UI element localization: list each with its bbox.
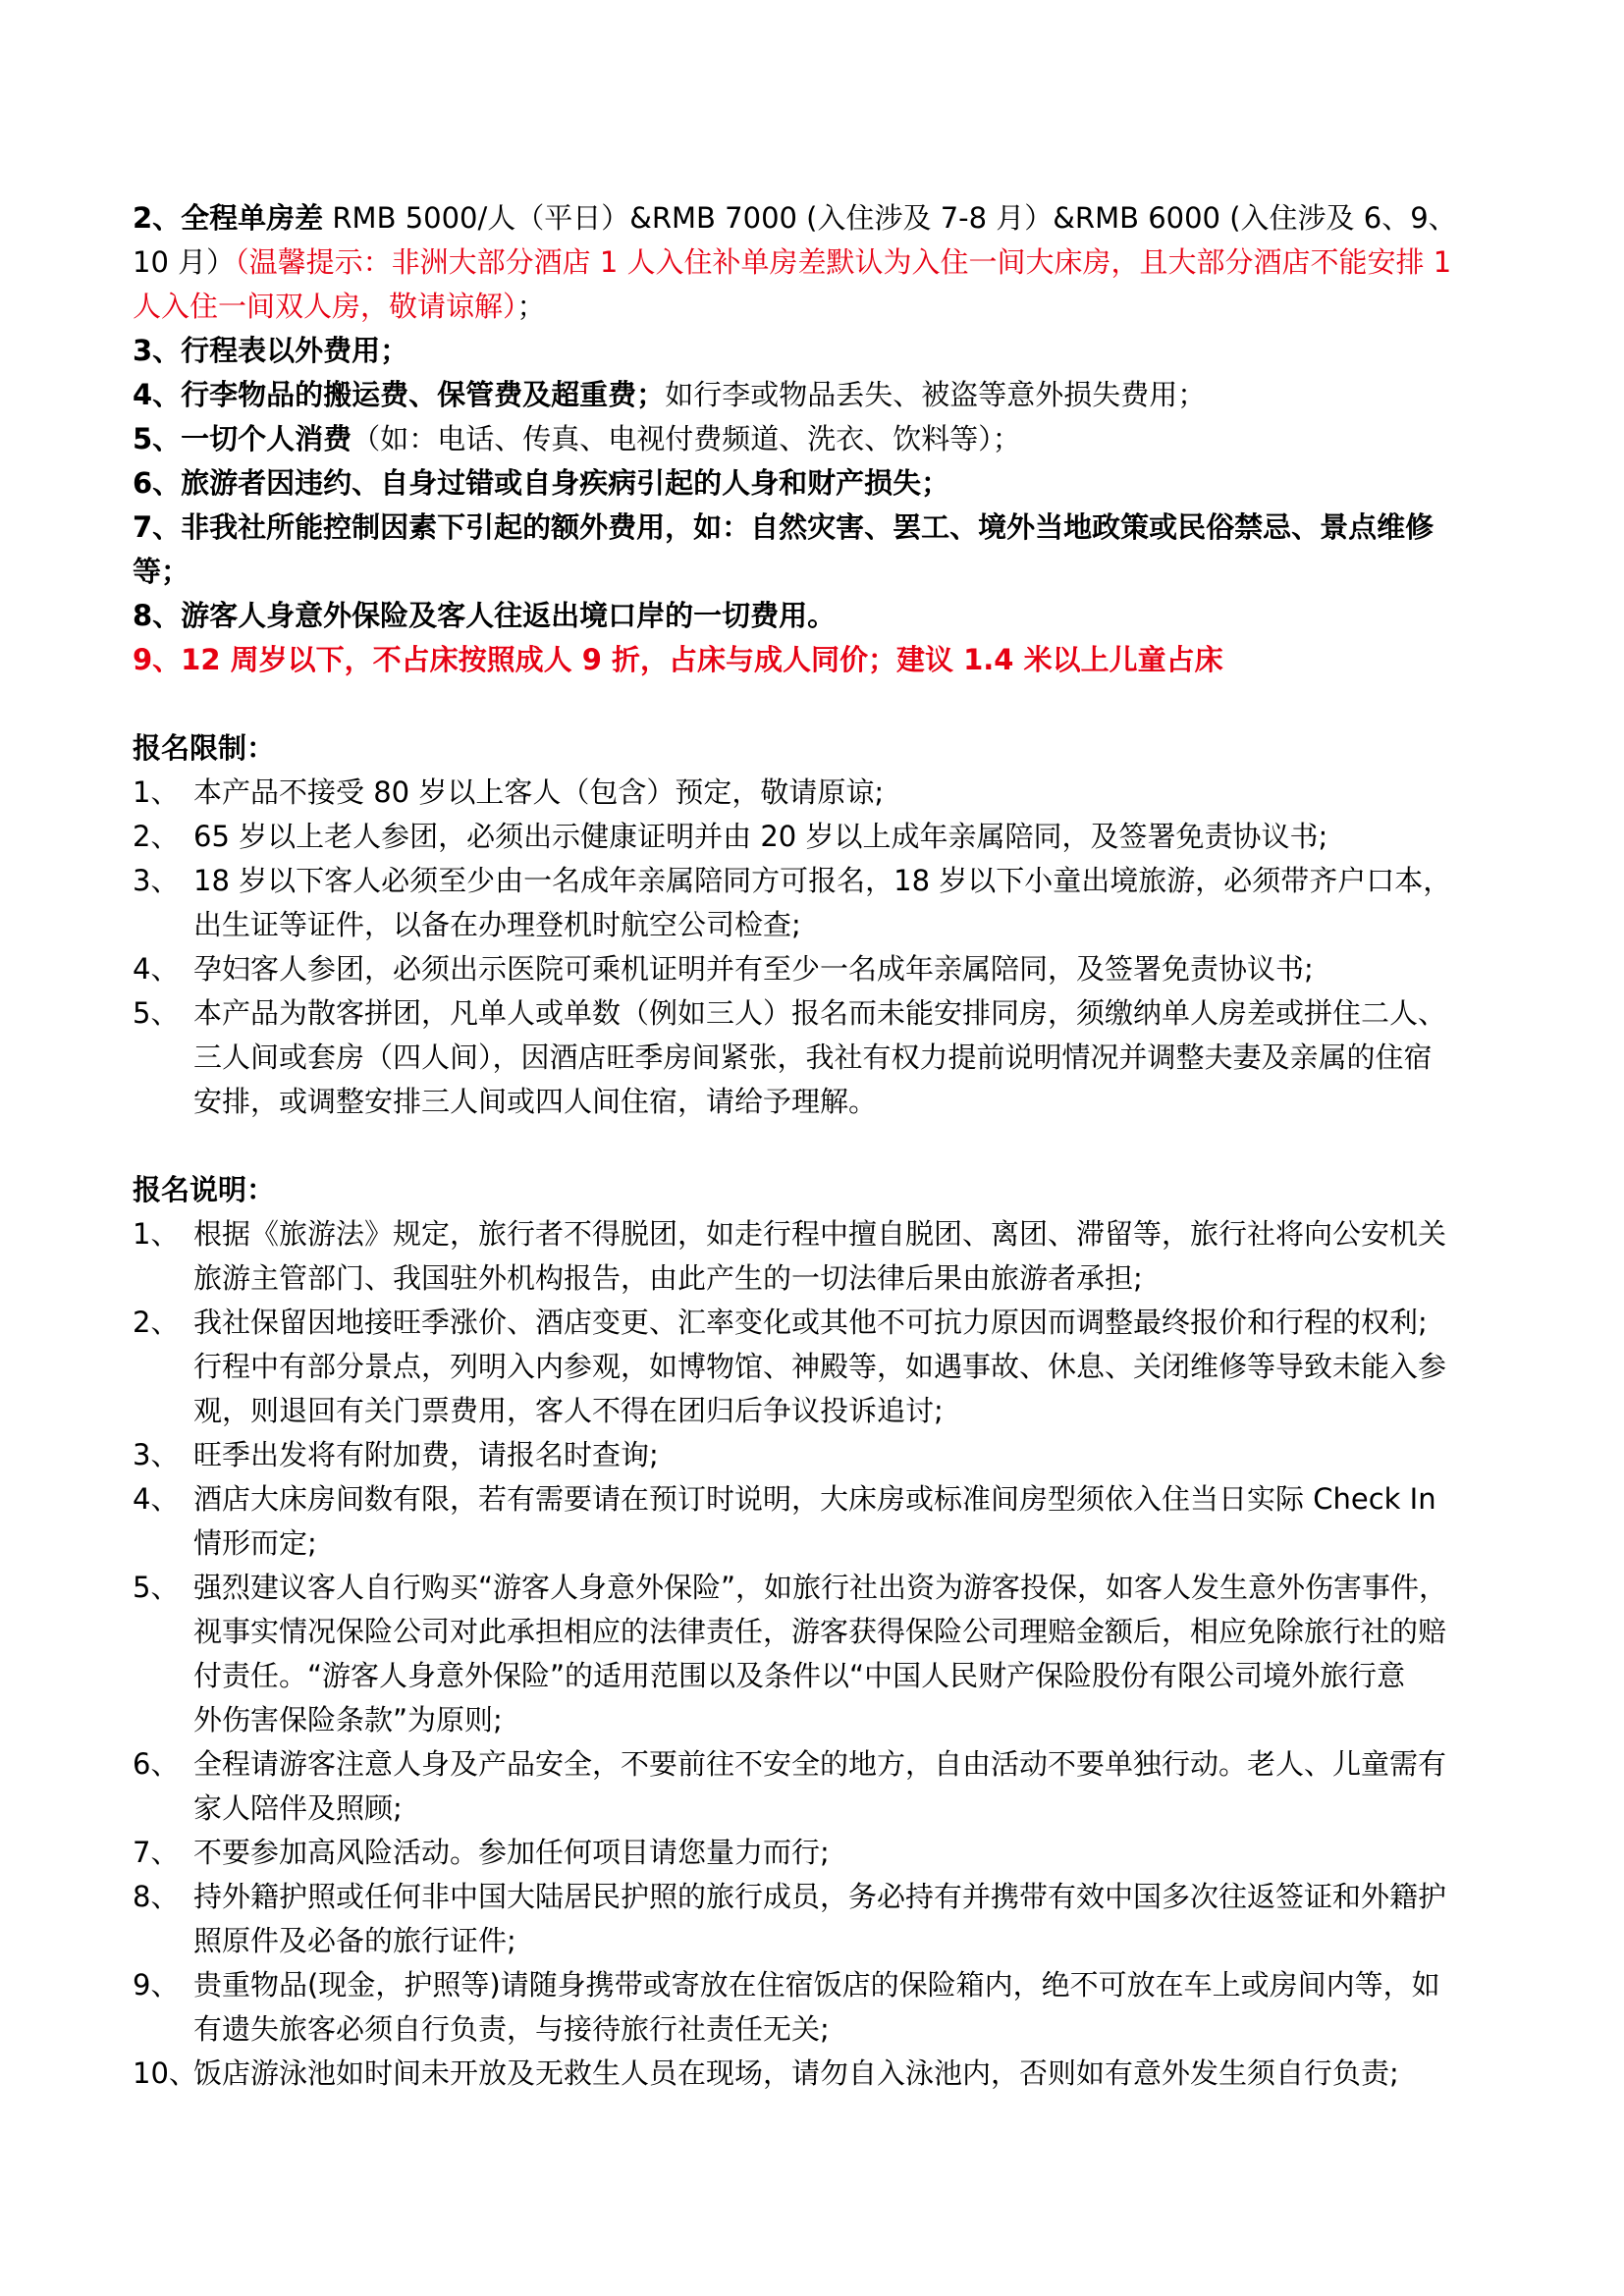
- note-item: [133, 1831, 1527, 1875]
- restriction-text: 安排，或调整安排三人间或四人间住宿，请给予理解。: [193, 1085, 878, 1118]
- fee-item-4: [133, 373, 1527, 417]
- note-number: 10、: [133, 2056, 197, 2090]
- note-text: 行程中有部分景点，列明入内参观，如博物馆、神殿等，如遇事故、休息、关闭维修等导致未能入参: [193, 1350, 1447, 1383]
- note-item: [133, 1433, 1527, 1477]
- note-text: 付责任。“游客人身意外保险”的适用范围以及条件以“中国人民财产保险股份有限公司境外旅行意: [193, 1659, 1406, 1692]
- restriction-text: 出生证等证件，以备在办理登机时航空公司检查;: [193, 908, 801, 941]
- note-item: [133, 1742, 1527, 1831]
- note-text: 全程请游客注意人身及产品安全，不要前往不安全的地方，自由活动不要单独行动。老人、儿童需有: [193, 1747, 1447, 1781]
- note-number: 6、: [133, 1747, 180, 1781]
- note-text: 根据《旅游法》规定，旅行者不得脱团，如走行程中擅自脱团、离团、滞留等，旅行社将向公安机关: [193, 1217, 1447, 1251]
- fee-item-5-label: 5、一切个人消费: [133, 422, 352, 455]
- note-text: 家人陪伴及照顾;: [193, 1791, 403, 1825]
- restriction-number: 3、: [133, 864, 180, 897]
- note-number: 1、: [133, 1217, 180, 1251]
- note-item: [133, 1875, 1527, 1963]
- note-item: [133, 1963, 1527, 2052]
- note-number: 2、: [133, 1306, 180, 1339]
- note-text: 视事实情况保险公司对此承担相应的法律责任，游客获得保险公司理赔金额后，相应免除旅行社的赔: [193, 1615, 1447, 1648]
- restrictions-title: 报名限制：: [133, 731, 276, 765]
- note-text: 饭店游泳池如时间未开放及无救生人员在现场，请勿自入泳池内，否则如有意外发生须自行负责;: [193, 2056, 1399, 2090]
- document-page: [133, 196, 1527, 2096]
- note-item: [133, 1566, 1527, 1742]
- note-item: [133, 1212, 1527, 1301]
- note-text: 不要参加高风险活动。参加任何项目请您量力而行;: [193, 1836, 830, 1869]
- note-text: 酒店大床房间数有限，若有需要请在预订时说明，大床房或标准间房型须依入住当日实际 Check In: [193, 1482, 1436, 1516]
- note-text: 我社保留因地接旺季涨价、酒店变更、汇率变化或其他不可抗力原因而调整最终报价和行程的权利;: [193, 1306, 1428, 1339]
- note-text: 强烈建议客人自行购买“游客人身意外保险”，如旅行社出资为游客投保，如客人发生意外伤害事件，: [193, 1571, 1448, 1604]
- restriction-text: 本产品为散客拼团，凡单人或单数（例如三人）报名而未能安排同房，须缴纳单人房差或拼住二人、: [193, 996, 1447, 1030]
- note-number: 9、: [133, 1968, 180, 2002]
- note-text: 旅游主管部门、我国驻外机构报告，由此产生的一切法律后果由旅游者承担;: [193, 1261, 1143, 1295]
- fee-item-2-text: RMB 5000/人（平日）&RMB 7000 (入住涉及 7-8 月）&RMB 6000 (入住涉及 6、9、: [323, 201, 1457, 235]
- restriction-number: 4、: [133, 952, 180, 986]
- note-text: 观，则退回有关门票费用，客人不得在团归后争议投诉追讨;: [193, 1394, 944, 1427]
- note-number: 3、: [133, 1438, 180, 1471]
- restriction-text: 65 岁以上老人参团，必须出示健康证明并由 20 岁以上成年亲属陪同，及签署免责协议书;: [193, 820, 1328, 853]
- restrictions-list: [133, 771, 1527, 1124]
- restriction-number: 1、: [133, 775, 180, 809]
- fee-item-5: [133, 417, 1527, 461]
- notes-list: [133, 1212, 1527, 2096]
- note-text: 贵重物品(现金，护照等)请随身携带或寄放在住宿饭店的保险箱内，绝不可放在车上或房间内等，如: [193, 1968, 1440, 2002]
- fee-item-2-end: ；: [516, 290, 546, 323]
- fee-item-7-line-1: 7、非我社所能控制因素下引起的额外费用，如：自然灾害、罢工、境外当地政策或民俗禁忌、景点维修: [133, 510, 1435, 544]
- restriction-item: [133, 815, 1527, 859]
- note-item: [133, 1477, 1527, 1566]
- fee-item-4-text: 如行李或物品丢失、被盗等意外损失费用；: [665, 378, 1207, 411]
- note-text: 情形而定;: [193, 1526, 317, 1560]
- fee-item-2-text-cont: 10 月）: [133, 245, 236, 279]
- note-text: 有遗失旅客必须自行负责，与接待旅行社责任无关;: [193, 2012, 830, 2046]
- note-text: 旺季出发将有附加费，请报名时查询;: [193, 1438, 659, 1471]
- restriction-text: 18 岁以下客人必须至少由一名成年亲属陪同方可报名，18 岁以下小童出境旅游，必须带齐户口本，: [193, 864, 1452, 897]
- fee-item-2-warning-cont: 人入住一间双人房，敬请谅解）: [133, 290, 517, 323]
- fee-item-2-label: 2、全程单房差: [133, 201, 324, 235]
- note-text: 照原件及必备的旅行证件;: [193, 1924, 516, 1957]
- restriction-item: [133, 991, 1527, 1124]
- fee-item-8: 8、游客人身意外保险及客人往返出境口岸的一切费用。: [133, 599, 837, 632]
- fee-item-3: 3、行程表以外费用；: [133, 334, 409, 367]
- note-item: [133, 2052, 1527, 2096]
- fee-item-2: [133, 196, 1527, 329]
- restriction-item: [133, 859, 1527, 947]
- restriction-item: [133, 771, 1527, 815]
- fee-item-6: 6、旅游者因违约、自身过错或自身疾病引起的人身和财产损失；: [133, 466, 950, 500]
- note-text: 外伤害保险条款”为原则;: [193, 1703, 503, 1736]
- note-number: 7、: [133, 1836, 180, 1869]
- notes-title: 报名说明：: [133, 1173, 276, 1206]
- fee-item-9: 9、12 周岁以下，不占床按照成人 9 折，占床与成人同价；建议 1.4 米以上儿童占床: [133, 643, 1223, 676]
- note-number: 4、: [133, 1482, 180, 1516]
- fee-item-4-label: 4、行李物品的搬运费、保管费及超重费；: [133, 378, 666, 411]
- restriction-number: 5、: [133, 996, 180, 1030]
- restriction-item: [133, 947, 1527, 991]
- restriction-text: 本产品不接受 80 岁以上客人（包含）预定，敬请原谅;: [193, 775, 885, 809]
- note-item: [133, 1301, 1527, 1433]
- note-number: 8、: [133, 1880, 180, 1913]
- fee-item-7-line-2: 等；: [133, 555, 190, 588]
- restriction-text: 孕妇客人参团，必须出示医院可乘机证明并有至少一名成年亲属陪同，及签署免责协议书;: [193, 952, 1314, 986]
- restriction-number: 2、: [133, 820, 180, 853]
- fee-item-7: [133, 506, 1527, 594]
- fee-item-5-text: （如：电话、传真、电视付费频道、洗衣、饮料等）；: [352, 422, 1021, 455]
- fee-item-2-warning: （温馨提示：非洲大部分酒店 1 人入住补单房差默认为入住一间大床房，且大部分酒店不能安排 1: [235, 245, 1452, 279]
- note-number: 5、: [133, 1571, 180, 1604]
- note-text: 持外籍护照或任何非中国大陆居民护照的旅行成员，务必持有并携带有效中国多次往返签证和外籍护: [193, 1880, 1447, 1913]
- restriction-text: 三人间或套房（四人间），因酒店旺季房间紧张，我社有权力提前说明情况并调整夫妻及亲属的住宿: [193, 1041, 1433, 1074]
